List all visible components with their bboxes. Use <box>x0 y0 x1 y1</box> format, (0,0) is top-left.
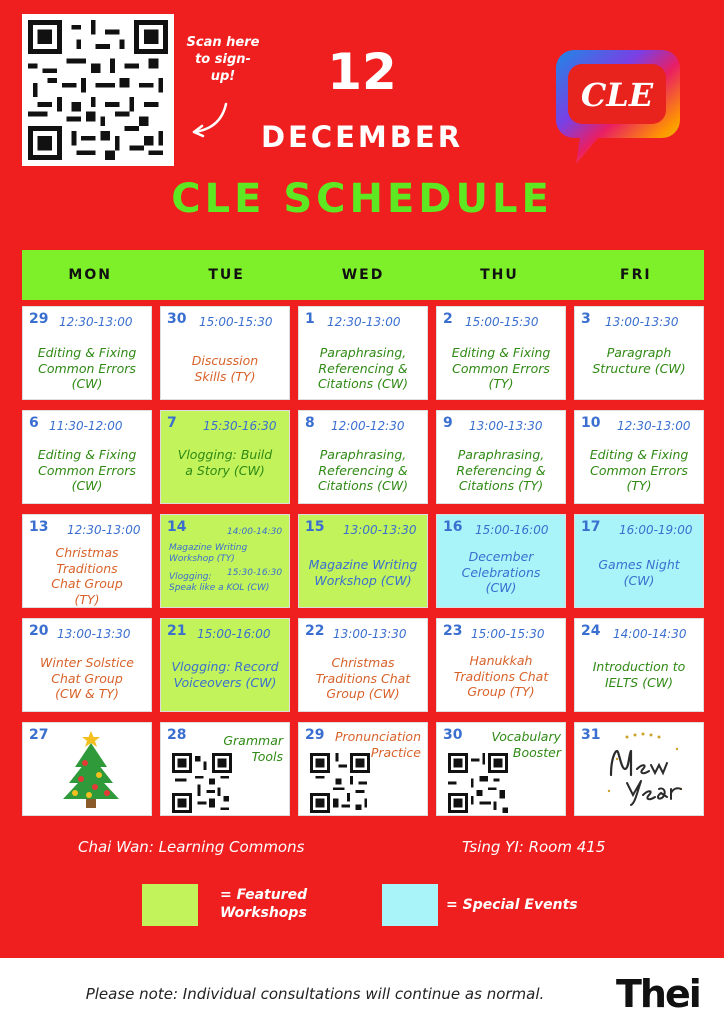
session-title: Introduction to IELTS (CW) <box>592 659 686 690</box>
session-title: Vlogging: Build a Story (CW) <box>177 447 273 478</box>
session-title: Paragraph Structure (CW) <box>592 345 686 376</box>
session-time: 13:00-13:30 <box>469 419 543 433</box>
resource-title: Vocabulary Booster <box>491 729 561 760</box>
session-time: 13:00-13:30 <box>333 627 407 641</box>
calendar-cell[interactable] <box>436 306 566 400</box>
calendar-cell[interactable] <box>298 722 428 816</box>
session-time: 15:30-16:30 <box>203 419 277 433</box>
session-title: Editing & Fixing Common Errors (TY) <box>589 447 689 493</box>
calendar-cell[interactable] <box>574 410 704 504</box>
session-title: Editing & Fixing Common Errors (CW) <box>37 447 137 493</box>
session-time-2: 15:30-16:30 <box>227 568 283 578</box>
session-title: Discussion Skills (TY) <box>191 353 259 384</box>
session-time: 11:30-12:00 <box>49 419 123 433</box>
day-header-mon: MON <box>68 267 112 283</box>
session-time: 13:00-13:30 <box>343 523 417 537</box>
day-header-fri: FRI <box>620 267 652 283</box>
date-number: 31 <box>581 727 601 743</box>
date-number: 13 <box>29 519 49 535</box>
calendar-cell[interactable] <box>436 410 566 504</box>
date-number: 22 <box>305 623 325 639</box>
session-title: Hanukkah Traditions Chat Group (TY) <box>453 653 549 699</box>
weekday-header <box>22 250 704 300</box>
date-number: 23 <box>443 623 463 639</box>
session-title: Paraphrasing, Referencing & Citations (CW) <box>317 345 409 391</box>
schedule-title: CLE SCHEDULE <box>171 176 553 222</box>
session-title: Christmas Traditions Chat Group (TY) <box>51 545 123 607</box>
calendar-cell-featured[interactable] <box>160 410 290 504</box>
calendar-cell[interactable] <box>298 618 428 712</box>
session-title: Paraphrasing, Referencing & Citations (CW) <box>317 447 409 493</box>
date-number: 17 <box>581 519 601 535</box>
calendar-cell-featured[interactable] <box>298 514 428 608</box>
session-title: Magazine Writing Workshop (CW) <box>308 557 418 588</box>
happy-new-year-icon <box>597 729 693 811</box>
session-time: 12:30-13:00 <box>617 419 691 433</box>
session-title: Editing & Fixing Common Errors (TY) <box>451 345 551 391</box>
session-time: 13:00-13:30 <box>57 627 131 641</box>
location-chai-wan: Chai Wan: Learning Commons <box>78 838 305 856</box>
logo-text: CLE <box>580 76 654 114</box>
session-time: 13:00-13:30 <box>605 315 679 329</box>
session-title-2a: Vlogging: <box>169 572 212 582</box>
calendar-cell[interactable] <box>160 722 290 816</box>
session-time: 15:00-15:30 <box>465 315 539 329</box>
calendar-cell[interactable] <box>436 722 566 816</box>
date-number: 30 <box>443 727 463 743</box>
session-time: 15:00-16:00 <box>475 523 549 537</box>
legend-featured-label: = Featured Workshops <box>220 887 308 921</box>
session-title: Paraphrasing, Referencing & Citations (TY) <box>456 447 546 493</box>
session-title: Games Night (CW) <box>598 557 680 588</box>
date-number: 6 <box>29 415 39 431</box>
calendar-cell[interactable] <box>22 410 152 504</box>
date-number: 10 <box>581 415 601 431</box>
date-number: 29 <box>305 727 325 743</box>
calendar-cell[interactable] <box>22 306 152 400</box>
thei-logo-text: Thei <box>616 972 700 1016</box>
date-number: 9 <box>443 415 453 431</box>
date-month: DECEMBER <box>260 120 464 154</box>
legend-special-label: = Special Events <box>446 897 578 913</box>
location-tsing-yi: Tsing YI: Room 415 <box>462 838 606 856</box>
resource-title: Pronunciation Practice <box>334 729 421 760</box>
scan-note: Scan here to sign-up! <box>186 35 260 84</box>
session-title: Christmas Traditions Chat Group (CW) <box>315 655 411 701</box>
date-number: 7 <box>167 415 177 431</box>
session-time: 16:00-19:00 <box>619 523 693 537</box>
resource-qr-code[interactable] <box>309 753 371 813</box>
date-number: 29 <box>29 311 49 327</box>
thei-logo <box>616 972 700 1016</box>
legend-featured-swatch <box>142 884 198 926</box>
resource-qr-code[interactable] <box>447 753 509 813</box>
date-number: 15 <box>305 519 325 535</box>
day-header-thu: THU <box>480 267 519 283</box>
calendar-cell-special[interactable] <box>436 514 566 608</box>
calendar-cell[interactable] <box>574 722 704 816</box>
calendar-cell[interactable] <box>160 306 290 400</box>
session-time: 12:00-12:30 <box>331 419 405 433</box>
calendar-cell-featured[interactable] <box>160 514 290 608</box>
session-title: December Celebrations (CW) <box>461 549 541 595</box>
session-time: 15:00-15:30 <box>471 627 545 641</box>
calendar-cell[interactable] <box>574 306 704 400</box>
date-number: 20 <box>29 623 49 639</box>
date-number: 3 <box>581 311 591 327</box>
session-time: 12:30-13:00 <box>59 315 133 329</box>
day-header-wed: WED <box>341 267 385 283</box>
date-number: 28 <box>167 727 187 743</box>
signup-qr-code[interactable] <box>22 14 174 166</box>
calendar-cell[interactable] <box>22 722 152 816</box>
date-number: 24 <box>581 623 601 639</box>
calendar-cell[interactable] <box>22 618 152 712</box>
calendar-cell[interactable] <box>574 618 704 712</box>
legend-special-swatch <box>382 884 438 926</box>
date-number: 16 <box>443 519 463 535</box>
date-number: 8 <box>305 415 315 431</box>
session-title: Editing & Fixing Common Errors (CW) <box>37 345 137 391</box>
session-time: 12:30-13:00 <box>67 523 141 537</box>
date-number: 21 <box>167 623 187 639</box>
calendar-cell[interactable] <box>298 410 428 504</box>
date-number: 30 <box>167 311 187 327</box>
session-title-2b: Speak like a KOL (CW) <box>169 583 270 593</box>
session-time: 15:00-15:30 <box>199 315 273 329</box>
session-title: Winter Solstice Chat Group (CW & TY) <box>40 655 134 701</box>
cle-logo <box>554 44 682 168</box>
calendar-cell-featured[interactable] <box>160 618 290 712</box>
date-number: 27 <box>29 727 49 743</box>
resource-title: Grammar Tools <box>223 733 283 764</box>
session-time: 14:00-14:30 <box>613 627 687 641</box>
day-header-tue: TUE <box>208 267 245 283</box>
date-number: 2 <box>443 311 453 327</box>
date-number: 14 <box>167 519 187 535</box>
date-day: 12 <box>327 43 397 101</box>
session-title: Vlogging: Record Voiceovers (CW) <box>171 659 279 690</box>
session-time: 14:00-14:30 <box>227 527 283 537</box>
calendar-cell-special[interactable] <box>574 514 704 608</box>
calendar-cell[interactable] <box>22 514 152 608</box>
session-title: Magazine Writing Workshop (TY) <box>169 543 248 564</box>
session-time: 12:30-13:00 <box>327 315 401 329</box>
calendar-cell[interactable] <box>436 618 566 712</box>
christmas-tree-icon <box>59 727 123 811</box>
session-time: 15:00-16:00 <box>197 627 271 641</box>
calendar-cell[interactable] <box>298 306 428 400</box>
date-number: 1 <box>305 311 315 327</box>
resource-qr-code[interactable] <box>171 753 233 813</box>
footer-note: Please note: Individual consultations will continue as normal. <box>85 985 545 1003</box>
